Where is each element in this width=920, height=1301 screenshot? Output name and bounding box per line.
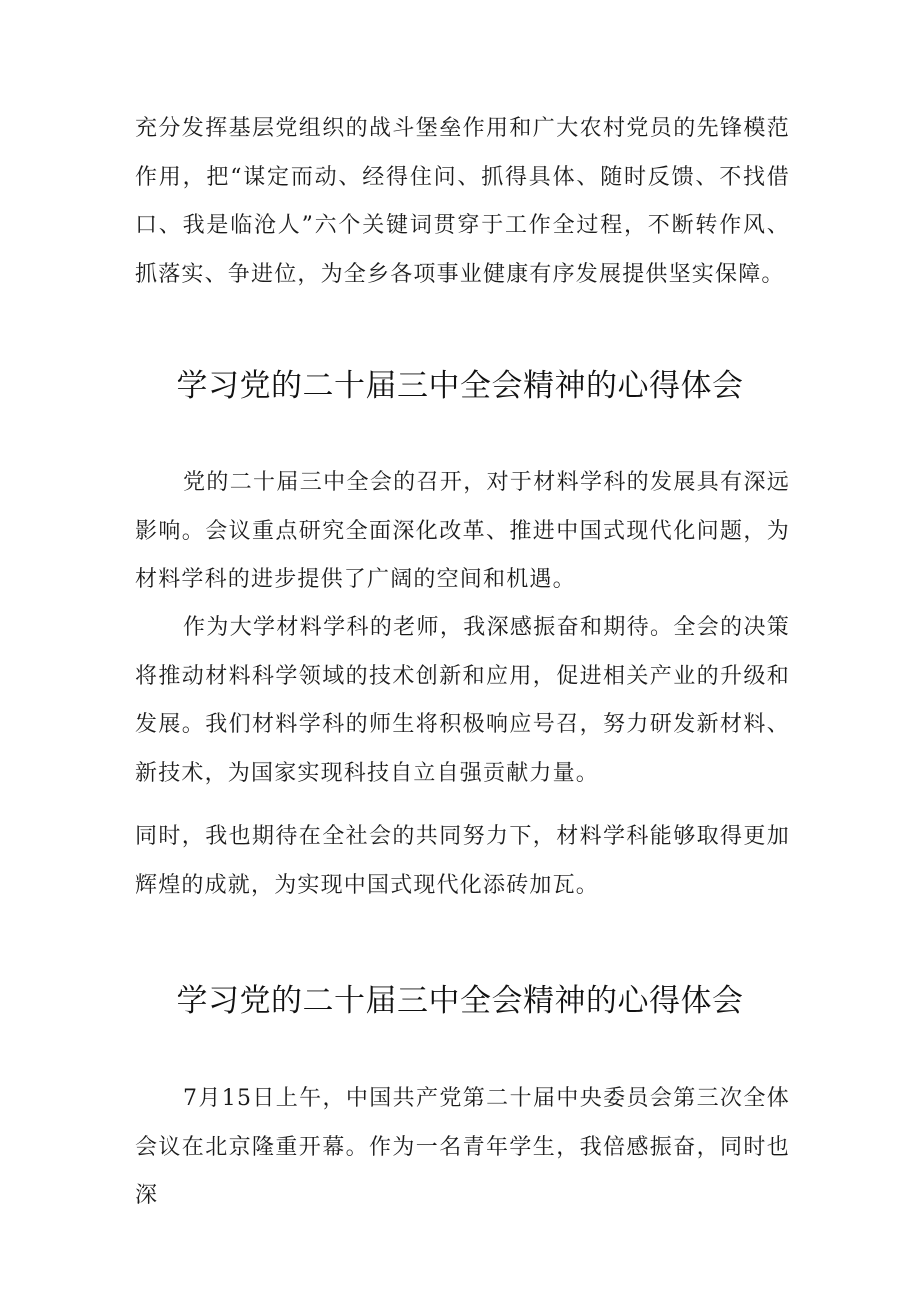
section-heading: 学习党的二十届三中全会精神的心得体会 [176,368,744,404]
body-paragraph: 党的二十届三中全会的召开，对于材料学科的发展具有深远影响。会议重点研究全面深化改革、推进中国式现代化问题，为材料学科的进步提供了广阔的空间和机遇。 [135,470,790,592]
body-paragraph: 充分发挥基层党组织的战斗堡垒作用和广大农村党员的先锋模范作用，把“谋定而动、经得住问、抓得具体、随时反馈、不找借口、我是临沧人”六个关键词贯穿于工作全过程，不断转作风、抓落实、争进位，为全乡各项事业健康有序发展提供坚实保障。 [135,116,790,287]
body-paragraph: 作为大学材料学科的老师，我深感振奋和期待。全会的决策将推动材料科学领域的技术创新和应用，促进相关产业的升级和发展。我们材料学科的师生将积极响应号召，努力研发新材料、新技术，为国家实现科技自立自强贡献力量。 [135,615,790,786]
section-heading: 学习党的二十届三中全会精神的心得体会 [176,983,744,1019]
body-paragraph: 7月15日上午，中国共产党第二十届中央委员会第三次全体会议在北京隆重开幕。作为一名青年学生，我倍感振奋，同时也深 [135,1086,790,1208]
body-paragraph: 同时，我也期待在全社会的共同努力下，材料学科能够取得更加辉煌的成就，为实现中国式现代化添砖加瓦。 [135,824,790,898]
